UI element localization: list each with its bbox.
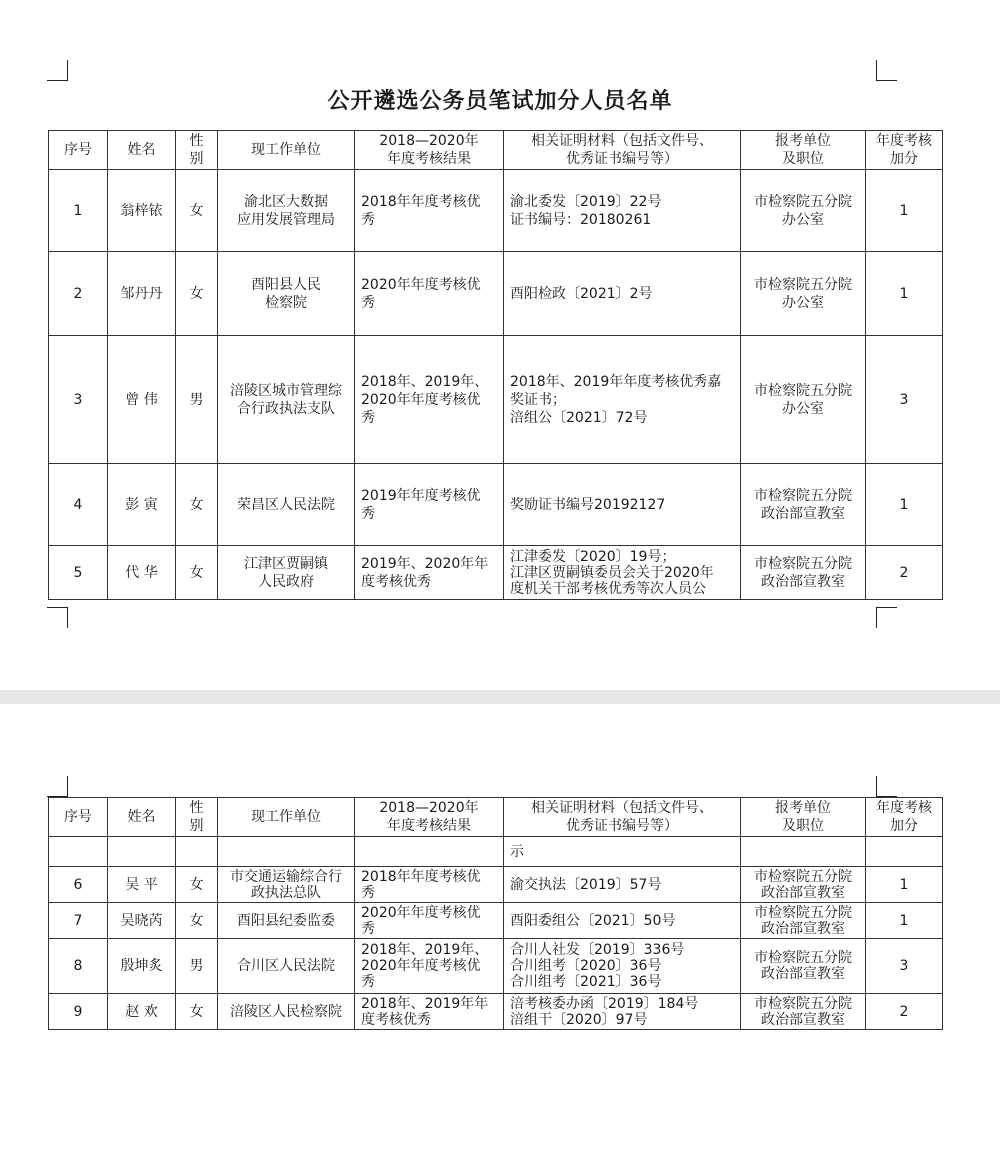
cell-gender: 女 bbox=[176, 546, 218, 600]
header-gender: 性 别 bbox=[176, 798, 218, 837]
crop-mark-top-left bbox=[47, 60, 68, 81]
table-row-continuation bbox=[49, 837, 943, 867]
cell-name: 殷坤炙 bbox=[108, 939, 176, 994]
cell-materials: 江津委发〔2020〕19号； 江津区贾嗣镇委员会关于2020年 度机关干部考核优秀等次人员公 bbox=[504, 546, 741, 600]
cell-assessment: 2020年年度考核优 秀 bbox=[355, 903, 504, 939]
cell-no: 1 bbox=[49, 170, 108, 252]
cell-assessment: 2019年、2020年年 度考核优秀 bbox=[355, 546, 504, 600]
cell-workplace: 荣昌区人民法院 bbox=[218, 464, 355, 546]
candidates-table bbox=[48, 130, 943, 600]
table-row bbox=[49, 464, 943, 546]
cell-position: 市检察院五分院 政治部宣教室 bbox=[741, 939, 866, 994]
header-materials: 相关证明材料（包括文件号、 优秀证书编号等） bbox=[504, 131, 741, 170]
cell-gender: 女 bbox=[176, 867, 218, 903]
header-position: 报考单位 及职位 bbox=[741, 131, 866, 170]
cell-gender: 女 bbox=[176, 252, 218, 336]
table-header-row bbox=[49, 131, 943, 170]
page-separator bbox=[0, 690, 1000, 704]
cell-name: 邹丹丹 bbox=[108, 252, 176, 336]
cell-no: 5 bbox=[49, 546, 108, 600]
header-points: 年度考核 加分 bbox=[866, 131, 943, 170]
cell-no: 2 bbox=[49, 252, 108, 336]
cell-no: 4 bbox=[49, 464, 108, 546]
cell-no: 8 bbox=[49, 939, 108, 994]
header-workplace: 现工作单位 bbox=[218, 798, 355, 837]
cell-name: 吴 平 bbox=[108, 867, 176, 903]
cell-assessment: 2018年年度考核优 秀 bbox=[355, 867, 504, 903]
cell-position: 市检察院五分院 办公室 bbox=[741, 336, 866, 464]
cell-materials: 酉阳委组公〔2021〕50号 bbox=[504, 903, 741, 939]
cell-assessment bbox=[355, 837, 504, 867]
cell-points: 1 bbox=[866, 903, 943, 939]
table-row bbox=[49, 336, 943, 464]
cell-no: 6 bbox=[49, 867, 108, 903]
cell-points: 1 bbox=[866, 170, 943, 252]
header-workplace: 现工作单位 bbox=[218, 131, 355, 170]
cell-gender: 女 bbox=[176, 464, 218, 546]
cell-assessment: 2018年、2019年、 2020年年度考核优 秀 bbox=[355, 939, 504, 994]
cell-position: 市检察院五分院 政治部宣教室 bbox=[741, 903, 866, 939]
cell-materials: 合川人社发〔2019〕336号 合川组考〔2020〕36号 合川组考〔2021〕36号 bbox=[504, 939, 741, 994]
cell-gender: 女 bbox=[176, 170, 218, 252]
cell-points: 1 bbox=[866, 867, 943, 903]
cell-gender: 女 bbox=[176, 903, 218, 939]
table-row bbox=[49, 867, 943, 903]
header-assessment: 2018—2020年 年度考核结果 bbox=[355, 131, 504, 170]
cell-workplace: 酉阳县纪委监委 bbox=[218, 903, 355, 939]
cell-workplace: 渝北区大数据 应用发展管理局 bbox=[218, 170, 355, 252]
cell-workplace: 涪陵区人民检察院 bbox=[218, 994, 355, 1030]
cell-name: 翁梓铱 bbox=[108, 170, 176, 252]
cell-name: 吴晓芮 bbox=[108, 903, 176, 939]
table-row bbox=[49, 903, 943, 939]
cell-no: 9 bbox=[49, 994, 108, 1030]
cell-position: 市检察院五分院 政治部宣教室 bbox=[741, 546, 866, 600]
cell-name bbox=[108, 837, 176, 867]
table-row bbox=[49, 546, 943, 600]
cell-position: 市检察院五分院 办公室 bbox=[741, 170, 866, 252]
cell-materials: 奖励证书编号20192127 bbox=[504, 464, 741, 546]
cell-materials: 示 bbox=[504, 837, 741, 867]
cell-points: 3 bbox=[866, 336, 943, 464]
cell-points: 2 bbox=[866, 994, 943, 1030]
cell-materials: 渝北委发〔2019〕22号 证书编号：20180261 bbox=[504, 170, 741, 252]
cell-workplace: 涪陵区城市管理综 合行政执法支队 bbox=[218, 336, 355, 464]
cell-name: 赵 欢 bbox=[108, 994, 176, 1030]
cell-materials: 渝交执法〔2019〕57号 bbox=[504, 867, 741, 903]
cell-materials: 2018年、2019年年度考核优秀嘉 奖证书； 涪组公〔2021〕72号 bbox=[504, 336, 741, 464]
cell-position: 市检察院五分院 政治部宣教室 bbox=[741, 994, 866, 1030]
cell-no bbox=[49, 837, 108, 867]
cell-materials: 涪考核委办函〔2019〕184号 涪组干〔2020〕97号 bbox=[504, 994, 741, 1030]
cell-position: 市检察院五分院 办公室 bbox=[741, 252, 866, 336]
cell-assessment: 2020年年度考核优 秀 bbox=[355, 252, 504, 336]
cell-position bbox=[741, 837, 866, 867]
crop-mark-bottom-right bbox=[876, 607, 897, 628]
cell-points: 3 bbox=[866, 939, 943, 994]
header-position: 报考单位 及职位 bbox=[741, 798, 866, 837]
cell-name: 彭 寅 bbox=[108, 464, 176, 546]
cell-workplace: 酉阳县人民 检察院 bbox=[218, 252, 355, 336]
header-no: 序号 bbox=[49, 131, 108, 170]
cell-no: 3 bbox=[49, 336, 108, 464]
cell-assessment: 2018年年度考核优 秀 bbox=[355, 170, 504, 252]
crop-mark-top-right bbox=[876, 776, 897, 797]
table-row bbox=[49, 939, 943, 994]
page-title: 公开遴选公务员笔试加分人员名单 bbox=[327, 89, 673, 114]
header-name: 姓名 bbox=[108, 131, 176, 170]
cell-assessment: 2018年、2019年、 2020年年度考核优 秀 bbox=[355, 336, 504, 464]
cell-name: 代 华 bbox=[108, 546, 176, 600]
cell-points bbox=[866, 837, 943, 867]
cell-workplace: 市交通运输综合行 政执法总队 bbox=[218, 867, 355, 903]
header-materials: 相关证明材料（包括文件号、 优秀证书编号等） bbox=[504, 798, 741, 837]
table-row bbox=[49, 994, 943, 1030]
cell-no: 7 bbox=[49, 903, 108, 939]
header-points: 年度考核 加分 bbox=[866, 798, 943, 837]
cell-position: 市检察院五分院 政治部宣教室 bbox=[741, 867, 866, 903]
header-name: 姓名 bbox=[108, 798, 176, 837]
header-gender: 性 别 bbox=[176, 131, 218, 170]
cell-points: 1 bbox=[866, 252, 943, 336]
cell-gender bbox=[176, 837, 218, 867]
document-page-2 bbox=[0, 704, 1000, 1150]
cell-workplace bbox=[218, 837, 355, 867]
cell-points: 1 bbox=[866, 464, 943, 546]
cell-position: 市检察院五分院 政治部宣教室 bbox=[741, 464, 866, 546]
crop-mark-bottom-left bbox=[47, 607, 68, 628]
cell-workplace: 江津区贾嗣镇 人民政府 bbox=[218, 546, 355, 600]
cell-points: 2 bbox=[866, 546, 943, 600]
header-no: 序号 bbox=[49, 798, 108, 837]
cell-workplace: 合川区人民法院 bbox=[218, 939, 355, 994]
candidates-table-continued bbox=[48, 797, 943, 1030]
table-header-row bbox=[49, 798, 943, 837]
cell-name: 曾 伟 bbox=[108, 336, 176, 464]
crop-mark-top-left bbox=[47, 776, 68, 797]
cell-gender: 男 bbox=[176, 336, 218, 464]
cell-assessment: 2019年年度考核优 秀 bbox=[355, 464, 504, 546]
table-row bbox=[49, 252, 943, 336]
cell-gender: 女 bbox=[176, 994, 218, 1030]
header-assessment: 2018—2020年 年度考核结果 bbox=[355, 798, 504, 837]
crop-mark-top-right bbox=[876, 60, 897, 81]
table-row bbox=[49, 170, 943, 252]
cell-materials: 酉阳检政〔2021〕2号 bbox=[504, 252, 741, 336]
cell-assessment: 2018年、2019年年 度考核优秀 bbox=[355, 994, 504, 1030]
cell-gender: 男 bbox=[176, 939, 218, 994]
